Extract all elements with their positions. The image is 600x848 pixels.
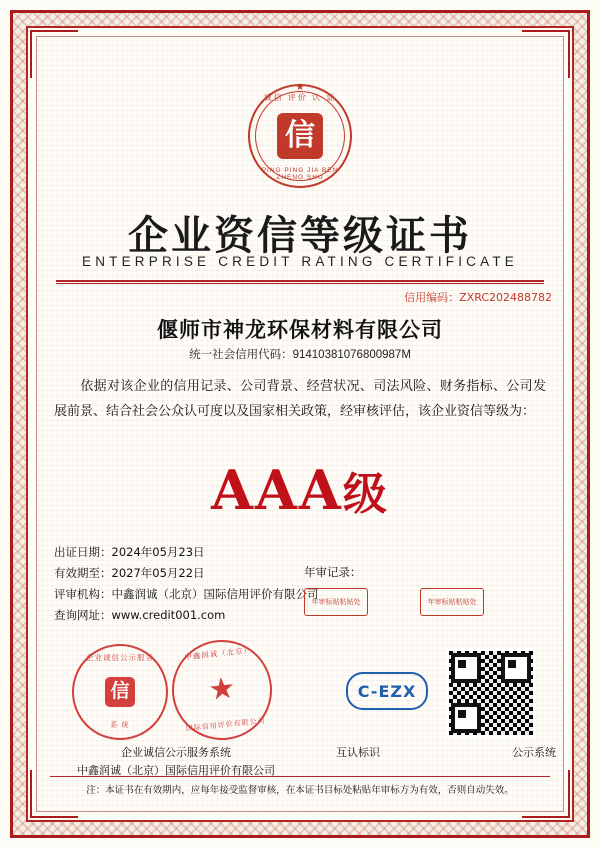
seals-area [46,638,556,777]
issue-date-value: 2024年05月23日 [111,545,205,559]
qr-eye-top-left [451,653,481,683]
company-name: 偃师市神龙环保材料有限公司 [157,318,443,342]
website-value[interactable]: www.credit001.com [111,608,226,622]
page-title-en: ENTERPRISE CREDIT RATING CERTIFICATE [82,254,518,269]
qr-code-icon[interactable] [446,648,536,738]
title-divider [56,280,544,282]
annual-stamp-slot-2: 年审标贴粘贴处 [420,588,484,616]
paragraph-text: 依据对该企业的信用记录、公司背景、经营状况、司法风险、财务指标、公司发展前景、结合社会公众认可度以及国家相关政策，经审核评估，该企业资信等级为： [54,379,546,419]
valid-until-label: 有效期至： [54,566,112,580]
seal-caption-line-1: 企业诚信公示服务系统 [121,746,231,759]
agency-row [54,584,319,605]
left-seal-bottom-text: 系 统 [110,721,130,729]
certificate-content [46,46,554,802]
qr-eye-bottom-left [451,703,481,733]
mutual-recognition-icon: C-EZX [346,672,428,710]
left-seal-top-text: 企业诚信公示服务 [86,653,154,662]
star-icon: ★ [295,82,305,93]
body-paragraph [54,374,546,424]
issue-date-label: 出证日期： [54,545,112,559]
annual-stamp-slots [304,588,484,616]
mark-labels [336,744,556,760]
issue-date-row [54,542,319,563]
public-system-label: 公示系统 [512,746,556,759]
grade-value [46,458,554,522]
uscc-label: 统一社会信用代码： [189,349,293,361]
info-block [54,542,319,626]
agency-value: 中鑫润诚（北京）国际信用评价有限公司 [111,587,319,601]
seal-caption-line-2: 中鑫润诚（北京）国际信用评价有限公司 [77,764,275,777]
right-seal-top-text: 中鑫润诚（北京） [183,645,253,662]
mutual-recognition-label: 互认标识 [336,746,380,759]
uscc-value: 91410381076800987M [292,349,411,361]
seal-star-icon: ★ [206,671,238,708]
company-official-seal [167,635,277,745]
grade-suffix: 级 [342,469,389,520]
credit-emblem-icon [248,84,352,188]
seal-caption [56,744,296,780]
public-service-seal [72,644,168,740]
annual-stamp-slot-1: 年审标贴粘贴处 [304,588,368,616]
right-seal-bottom-text: 国际信用评价有限公司 [185,717,266,733]
grade-letters: AAA [211,458,343,522]
footer-note: 注：本证书在有效期内，应每年接受监督审核，在本证书目标处粘贴年审标方为有效，否则自动失效。 [50,776,550,796]
website-label: 查询网址： [54,608,112,622]
credit-code-value: ZXRC202488782 [459,291,552,304]
annual-review-label: 年审记录： [304,565,362,579]
emblem-bottom-text: PING PING JIA BEN ZHENG SHU [261,167,339,181]
emblem-container [46,84,554,188]
emblem-top-text: 诚信 评价 认 证 [263,93,337,102]
page-title-cn: 企业资信等级证书 [128,213,472,259]
valid-until-row [54,563,319,584]
credit-code [404,289,552,305]
credit-code-label: 信用编码： [404,291,460,304]
valid-until-value: 2027年05月22日 [111,566,205,580]
qr-eye-top-right [501,653,531,683]
emblem-center-character: 信 [277,113,323,159]
company-uscc [46,346,554,362]
website-row [54,605,319,626]
agency-label: 评审机构： [54,587,112,601]
left-seal-center-character: 信 [105,677,135,707]
